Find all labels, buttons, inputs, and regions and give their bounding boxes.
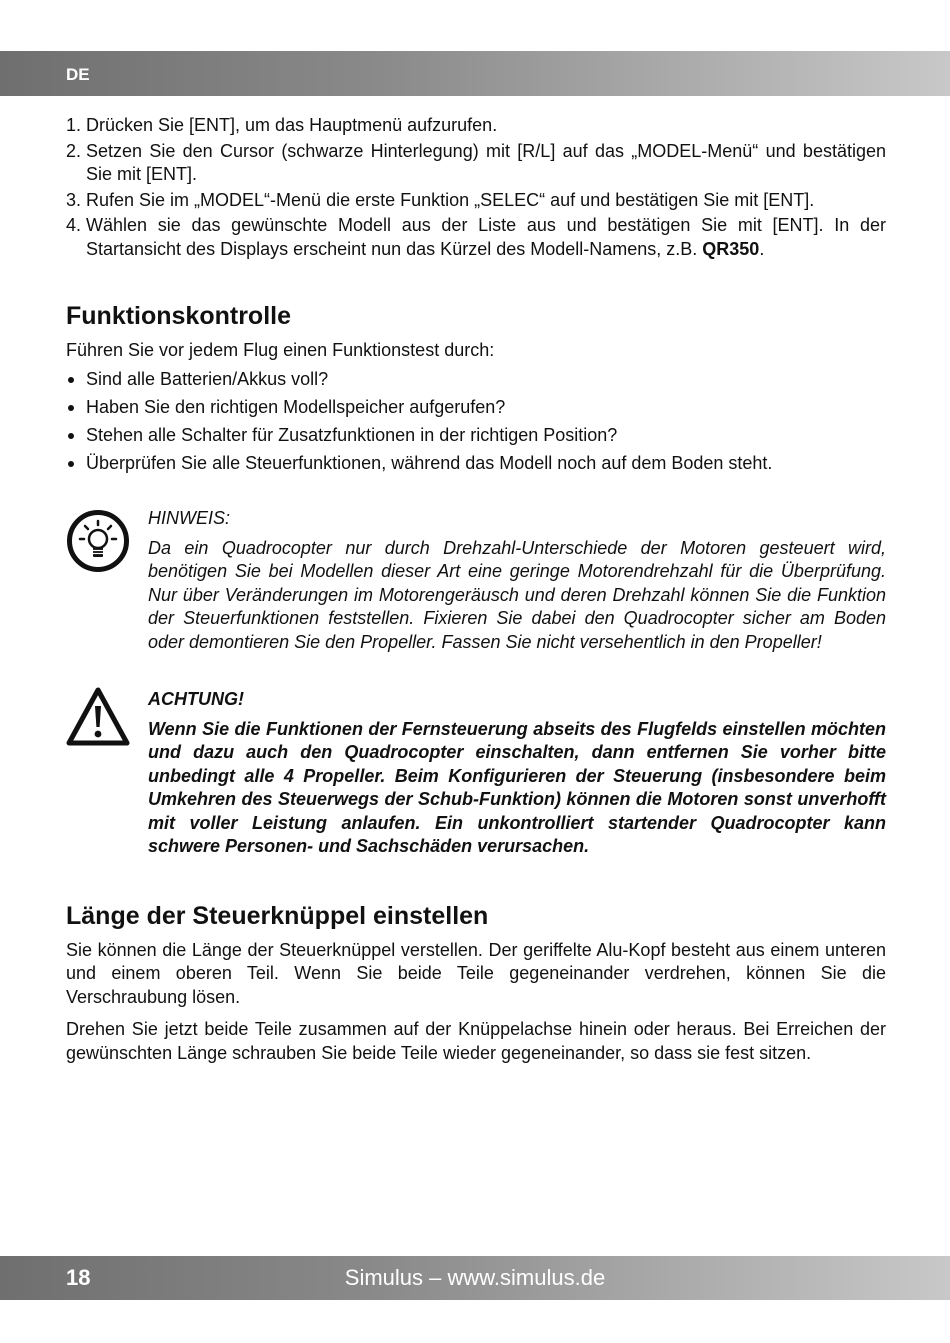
page-number: 18: [66, 1265, 91, 1290]
lightbulb-icon: [66, 509, 130, 580]
list-item: Sind alle Batterien/Akkus voll?: [66, 368, 886, 392]
list-item: Stehen alle Schalter für Zusatzfunktionen in der richtigen Position?: [66, 424, 886, 448]
header-bar: [0, 51, 950, 96]
footer-bar: [0, 1256, 950, 1300]
section-heading-laenge: Länge der Steuerknüppel einstellen: [66, 901, 489, 930]
list-item: 4. Wählen sie das gewünschte Modell aus der Liste aus und bestätigen Sie mit [ENT]. In der Startansicht des Displays erscheint nun das Kürzel des Modell-Namens, z.B. QR350.: [66, 215, 886, 259]
footer-website: Simulus – www.simulus.de: [344, 1265, 606, 1290]
section-heading-funktionskontrolle: Funktionskontrolle: [66, 302, 291, 330]
hinweis-title: HINWEIS:: [148, 508, 231, 528]
language-label: DE: [66, 65, 90, 84]
steps-list: [66, 114, 886, 261]
warning-triangle-icon: [66, 686, 130, 755]
hinweis-box: [66, 507, 886, 654]
list-item: 1. Drücken Sie [ENT], um das Hauptmenü aufzurufen.: [66, 115, 498, 135]
list-item: Überprüfen Sie alle Steuerfunktionen, während das Modell noch auf dem Boden steht.: [66, 452, 886, 476]
paragraph: Sie können die Länge der Steuerknüppel verstellen. Der geriffelte Alu-Kopf besteht aus einem unteren und einem oberen Teil. Wenn Sie beide Teile gegeneinander verdrehen, können Sie die Verschraubung lösen.: [66, 939, 886, 1007]
model-code: QR350: [702, 238, 760, 259]
list-item: 3. Rufen Sie im „MODEL“-Menü die erste Funktion „SELEC“ auf und bestätigen Sie mit [ENT].: [66, 189, 815, 210]
hinweis-text: Da ein Quadrocopter nur durch Drehzahl-Unterschiede der Motoren gesteuert wird, benötigen Sie bei Modellen dieser Art eine geringe Motorendrehzahl für die Überprüfung. Nur über Veränderungen im Motorengeräusch und deren Drehzahl können Sie die Funktion der Steuerfunktionen feststellen. Fixieren Sie dabei den Quadrocopter sicher am Boden oder demontieren Sie den Propeller. Fassen Sie nicht versehentlich in den Propeller!: [148, 537, 886, 652]
achtung-title: ACHTUNG!: [148, 689, 244, 709]
achtung-text: Wenn Sie die Funktionen der Fernsteuerung abseits des Flugfelds einstellen möchten und dazu auch den Quadrocopter einschalten, dann entfernen Sie vorher bitte unbedingt alle 4 Propeller. Beim Konfigurieren der Steuerung (insbesondere beim Umkehren des Steuerwegs der Schub-Funktion) können die Motoren sonst unverhofft mit voller Leistung anlaufen. Ein unkontrolliert startender Quadrocopter kann schwere Personen- und Sachschäden verursachen.: [148, 718, 886, 856]
achtung-box: [66, 688, 886, 859]
paragraph: Drehen Sie jetzt beide Teile zusammen auf der Knüppelachse hinein oder heraus. Bei Erreichen der gewünschten Länge schrauben Sie beide Teile wieder gegeneinander, so dass sie fest sitzen.: [66, 1019, 886, 1063]
list-item: Haben Sie den richtigen Modellspeicher aufgerufen?: [66, 396, 886, 420]
section-intro: Führen Sie vor jedem Flug einen Funktionstest durch:: [66, 340, 495, 360]
list-item: 2. Setzen Sie den Cursor (schwarze Hinterlegung) mit [R/L] auf das „MODEL-Menü“ und bestätigen Sie mit [ENT].: [66, 140, 886, 184]
page-content: [66, 114, 886, 1065]
checklist: [66, 368, 886, 476]
